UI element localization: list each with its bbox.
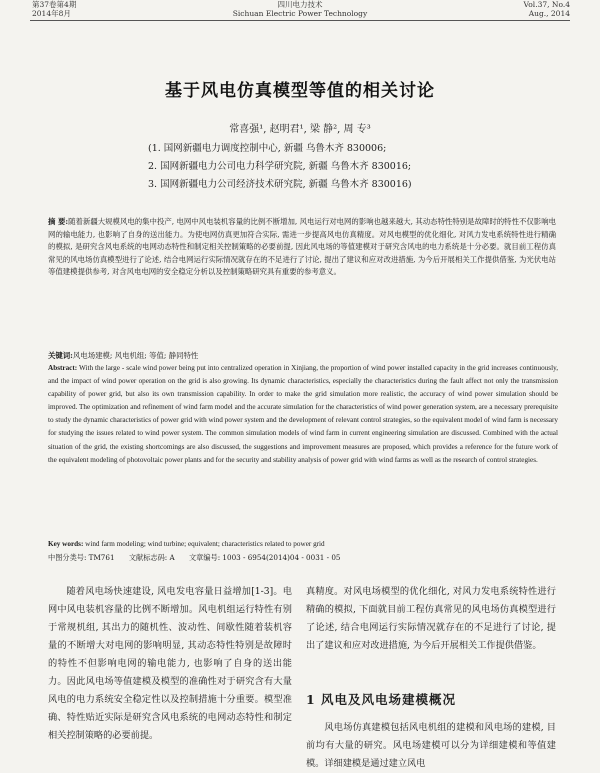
keywords-en-label: Key words:: [48, 540, 84, 548]
journal-name-en: Sichuan Electric Power Technology: [232, 9, 368, 18]
keywords-zh: [48, 350, 556, 361]
header-center: [200, 0, 400, 18]
abstract-zh-text: 随着新疆大规模风电的集中投产, 电网中风电装机容量的比例不断增加, 风电运行对电网的影响也越来越大, 其动态特性特别是故障时的特性不仅影响电网的输电能力, 也影响了自身的送出能力。为使电网仿真更加符合实际, 需进一步提高风电仿真精度。对风电模型的优化细化, 对风力发电系统特性进行精确的模拟, 是研究含风电系统的电网动态特性和制定相关控制策略的必要前提, 因此风电场的等值建模对于研究含风电的电力系统是十分必要。就目前工程仿真常见的风电场仿真模型进行了论述, 结合电网运行实际情况就存在的不足进行了讨论, 提出了建议和应对改进措施, 为今后开展相关工作提供借鉴, 为光伏电站等值建模提供参考, 对含风电电网的安全稳定分析以及控制策略研究具有重要的参考意义。: [48, 217, 556, 277]
affiliation-3: 3. 国网新疆电力公司经济技术研究院, 新疆 乌鲁木齐 830016): [148, 179, 412, 190]
author-list: 常喜强¹, 赵明君¹, 梁 静², 周 专³: [229, 124, 371, 135]
affiliation-1: (1. 国网新疆电力调度控制中心, 新疆 乌鲁木齐 830006;: [148, 143, 387, 154]
header-rule: [30, 20, 570, 21]
body-right-column: [306, 583, 556, 655]
body-left-column: [48, 583, 292, 745]
abstract-zh-label: 摘 要:: [48, 217, 69, 226]
abstract-en: [48, 362, 558, 467]
abstract-en-text: With the large - scale wind power being put into centralized operation in Xinjiang, the proportion of wind power installed capacity in the grid increases continuously, and the impact of wind power operation on the grid is also growing. Its dynamic characteristics, especially the characteristics during the fault affect not only the transmission capability of power grid, but also its own transmission capability. In order to make the grid simulation more realistic, the accuracy of wind power simulation should be improved. The optimization and refinement of wind farm model and the accurate simulation for the characteristics of wind power generation system, are a necessary prerequisite to study the dynamic characteristics of power grid with wind power system and the development of relevant control strategies, so the equivalent model of wind farm is necessary for studying the issues related to wind power system. The common simulation models of wind farm in current engineering simulation are discussed. Combined with the actual situation of the grid, the existing shortcomings are also discussed, the suggestions and improvement measures are proposed, which provides a reference for the future work of the equivalent modeling of photovoltaic power plants and for the security and stability analysis of power grid with wind farms as well as the research of control strategies.: [48, 364, 558, 464]
volume-issue-en: Vol.37, No.4: [523, 0, 570, 9]
clc-number: 中图分类号: TM761: [48, 553, 115, 562]
issue-date-en: Aug., 2014: [528, 9, 570, 18]
keywords-en: [48, 538, 558, 550]
article-number: 文章编号: 1003 - 6954(2014)04 - 0031 - 05: [188, 553, 341, 562]
abstract-en-label: Abstract:: [48, 364, 78, 372]
issue-date: 2014年8月: [32, 9, 71, 18]
keywords-zh-text: 风电场建模; 风电机组; 等值; 静同特性: [72, 351, 199, 360]
header-right: [524, 0, 570, 18]
intro-paragraph: 随着风电场快速建设, 风电发电容量日益增加[1-3]。电网中风电装机容量的比例不断增加。风电机组运行特性有别于常规机组, 其出力的随机性、波动性、间歇性随着装机容量的不断增大对电网的影响明显, 其动态特性特别是故障时的特性不但影响电网的输电能力, 也影响了自身的送出能力。因此风电场等值建模及模型的准确性对于研究含有大量风电的电力系统安全稳定性以及控制措施十分重要。模型准确、特性贴近实际是研究含风电系统的电网动态特性和制定相关控制策略的必要前提。: [48, 586, 292, 741]
journal-name-zh: 四川电力技术: [277, 0, 323, 9]
section-paragraph: 风电场仿真建模包括风电机组的建模和风电场的建模, 目前均有大量的研究。风电场建模可以分为详细建模和等值建模。详细建模是通过建立风电: [306, 722, 556, 769]
document-code: 文献标志码: A: [128, 553, 175, 562]
journal-header: [0, 0, 600, 24]
header-left: [32, 0, 76, 18]
volume-issue: 第37卷第4期: [32, 0, 77, 9]
paper-title: 基于风电仿真模型等值的相关讨论: [165, 81, 435, 101]
affiliation-2: 2. 国网新疆电力公司电力科学研究院, 新疆 乌鲁木齐 830016;: [148, 161, 412, 172]
abstract-zh: [48, 216, 556, 279]
keywords-en-text: wind farm modeling; wind turbine; equivalent; characteristics related to power grid: [85, 540, 325, 548]
classification-line: [48, 552, 558, 564]
keywords-zh-label: 关键词:: [48, 351, 73, 360]
section-heading: 1 风电及风电场建模概况: [306, 692, 457, 707]
intro-continued-paragraph: 真精度。对风电场模型的优化细化, 对风力发电系统特性进行精确的模拟, 下面就目前工程仿真常见的风电场仿真模型进行了论述, 结合电网运行实际情况就存在的不足进行了讨论, 提出了建议和应对改进措施, 为今后开展相关工作提供借鉴。: [306, 586, 556, 651]
